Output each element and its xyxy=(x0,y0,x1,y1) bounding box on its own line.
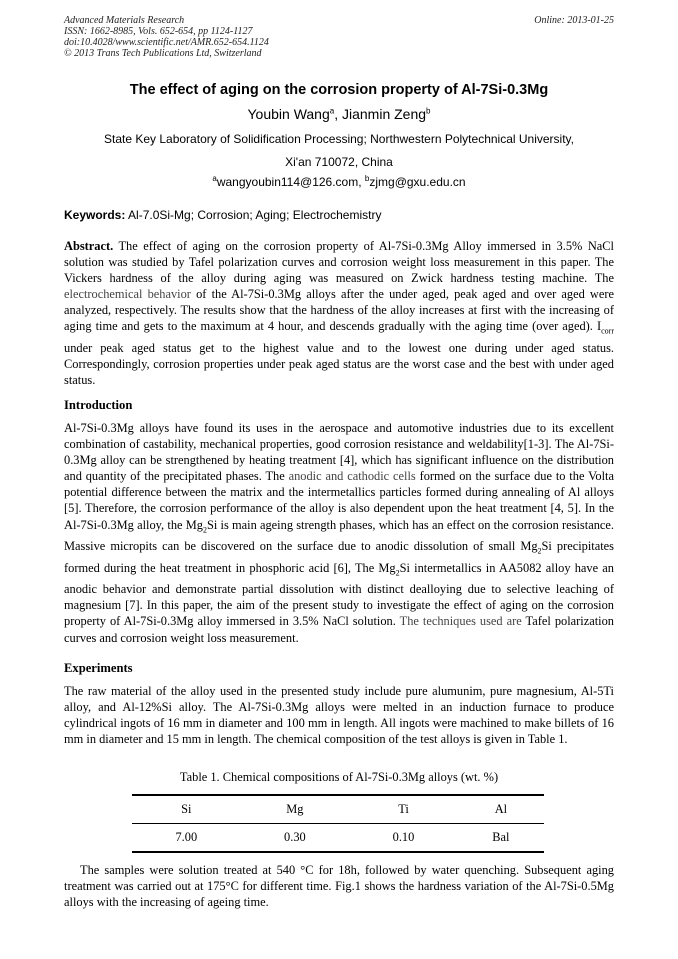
journal-name: Advanced Materials Research xyxy=(64,15,185,26)
intro-sub-3: 2 xyxy=(395,568,400,578)
author-2: Jianmin Zeng xyxy=(341,106,427,122)
intro-text-6: Si intermetallics in AA5082 alloy have an anodic behavior and demonstrate partial dissolution with distinct dealloying due to selective leaching of magnesium [7]. In this paper, the aim of the present study to investigate the effect of aging on the corrosion property of Al-7Si-0.3Mg alloy immersed in 3.5% NaCl solution. xyxy=(64,560,614,629)
journal-header xyxy=(64,15,464,59)
experiments-heading: Experiments xyxy=(64,661,133,675)
experiments-paragraph: The raw material of the alloy used in the presented study include pure alumunim, pure magnesium, Al-5Ti alloy, and Al-12%Si alloy. The Al-7Si-0.3Mg alloys were melted in an induction furnace to produce cylindrical ingots of 16 mm in diameter and 100 mm in length. All ingots were machined to make billets of 16 mm in diameter and 15 mm in length. The chemical composition of the test alloys is given in Table 1. xyxy=(64,684,614,747)
composition-table xyxy=(132,794,544,853)
keywords xyxy=(64,208,614,222)
intro-text-1: Al-7Si-0.3Mg alloys have found its uses in the aerospace and automotive industries due to its excellent combination of castability, mechanical properties, good corrosion resistance and weldability[1-3]. The Al-7Si-0.3Mg alloy can be strengthened by heating treatment [4], which has significant influence on the distribution and quantity of the precipitated phases. The xyxy=(64,421,614,484)
closing-paragraph: The samples were solution treated at 540 °C for 18h, followed by water quenching. Subsequent aging treatment was carried out at 175°C for different time. Fig.1 shows the hardness variation of the Al-7Si-0.5Mg alloys with the increasing of ageing time. xyxy=(64,863,614,910)
paper-title: The effect of aging on the corrosion property of Al-7Si-0.3Mg xyxy=(129,82,549,98)
affiliation xyxy=(64,128,614,174)
abstract-text-3: of the Al-7Si-0.3Mg alloys after the under aged, peak aged and over aged were analyzed, respectively. The results show that the hardness of the alloy increases at first with the increasing of aging time and gets to the maximum at 4 hour, and descends gradually with the aging time (over aged). I xyxy=(64,287,615,334)
table-header-cell: Mg xyxy=(286,802,304,816)
intro-text-8: Tafel polarization curves and corrosion weight loss measurement. xyxy=(64,614,614,645)
intro-text-5: Si precipitates formed during the heat treatment in phosphoric acid [6], The Mg xyxy=(64,539,614,575)
abstract-text-1: The effect of aging on the corrosion property of Al-7Si-0.3Mg Alloy immersed in 3.5% NaCl solution was studied by Tafel polarization curves and corrosion weight loss measurement in this paper. The Vickers hardness of the alloy during aging was measured on Zwick hardness testing machine. The xyxy=(64,239,614,286)
table-row xyxy=(132,824,544,853)
email-line xyxy=(0,174,678,189)
table-cell: 0.10 xyxy=(392,830,415,844)
table-cell: 7.00 xyxy=(175,830,198,844)
intro-paragraph xyxy=(64,420,614,646)
author-2-sup: b xyxy=(426,106,431,116)
intro-text-4: Si is main ageing strength phases, which has an effect on the corrosion resistance. Massive micropits can be discovered on the surface due to anodic dissolution of small Mg xyxy=(64,517,614,554)
table-caption: Table 1. Chemical compositions of Al-7Si-0.3Mg alloys (wt. %) xyxy=(179,770,499,784)
author-1: Youbin Wang xyxy=(247,106,330,122)
copyright-line: © 2013 Trans Tech Publications Ltd, Switzerland xyxy=(64,48,262,59)
email-b-sup: b xyxy=(364,174,370,183)
abstract-text-2: electrochemical behavior xyxy=(64,287,191,302)
keywords-text: Al-7.0Si-Mg; Corrosion; Aging; Electrochemistry xyxy=(125,208,382,222)
author-sep: , xyxy=(334,106,342,122)
online-date: Online: 2013-01-25 xyxy=(534,15,614,26)
keywords-label: Keywords: xyxy=(64,208,126,222)
intro-text-3: formed on the surface due to the Volta potential difference between the matrix and the intermetallics particles formed during annealing of Al alloys [5]. Therefore, the corrosion performance of the alloy is also dependent upon the heat treatment [4, 5]. In the Al-7Si-0.3Mg alloy, the Mg xyxy=(64,469,614,532)
email-a-sup: a xyxy=(212,174,217,183)
abstract-sub: corr xyxy=(601,326,614,336)
affiliation-line-2: Xi'an 710072, China xyxy=(285,155,393,169)
table-cell: Bal xyxy=(492,830,510,844)
abstract-text-4: under peak aged status get to the highest value and to the lowest one during under aged status. Correspondingly, corrosion properties under peak aged status are the worst case and the best with under aged status. xyxy=(64,341,614,388)
intro-sub-1: 2 xyxy=(202,525,207,535)
author-line xyxy=(0,106,678,122)
issn-line: ISSN: 1662-8985, Vols. 652-654, pp 1124-1127 xyxy=(64,26,253,37)
email-a[interactable]: wangyoubin114@126.com, xyxy=(216,175,365,189)
intro-sub-2: 2 xyxy=(537,546,542,556)
abstract xyxy=(64,238,614,388)
table-header-cell: Al xyxy=(494,802,508,816)
table-cell: 0.30 xyxy=(284,830,306,844)
doi-line[interactable]: doi:10.4028/www.scientific.net/AMR.652-654.1124 xyxy=(64,37,269,48)
affiliation-line-1: State Key Laboratory of Solidification Processing; Northwestern Polytechnical University, xyxy=(104,132,574,146)
intro-heading: Introduction xyxy=(64,398,133,412)
email-b[interactable]: zjmg@gxu.edu.cn xyxy=(369,175,466,189)
abstract-label: Abstract. xyxy=(64,239,114,253)
intro-text-7: The techniques used are xyxy=(399,614,522,629)
table-header-row xyxy=(132,795,544,824)
author-1-sup: a xyxy=(329,106,335,116)
table-header-cell: Ti xyxy=(398,802,409,816)
table-header-cell: Si xyxy=(181,802,192,816)
intro-text-2: anodic and cathodic cells xyxy=(288,469,416,484)
